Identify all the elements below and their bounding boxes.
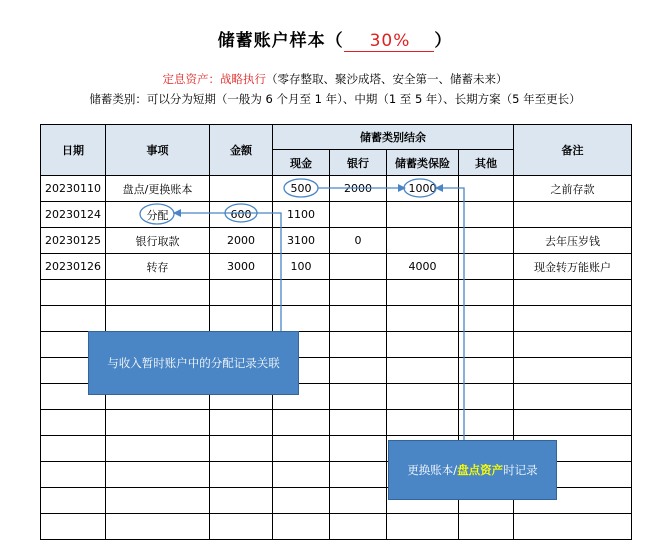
cell-amount: 600	[210, 202, 273, 228]
title-text: 储蓄账户样本（	[217, 31, 344, 51]
empty-cell	[459, 410, 514, 436]
empty-cell	[514, 332, 632, 358]
empty-cell	[330, 462, 387, 488]
empty-row	[41, 306, 632, 332]
empty-cell	[273, 514, 330, 540]
fixed-asset-label: 定息资产：	[162, 72, 220, 86]
empty-cell	[459, 358, 514, 384]
empty-cell	[330, 384, 387, 410]
empty-cell	[514, 410, 632, 436]
empty-cell	[106, 410, 210, 436]
empty-row	[41, 280, 632, 306]
table-row	[41, 228, 632, 254]
cell-note: 现金转万能账户	[514, 254, 632, 280]
savings-percent: 30%	[344, 31, 435, 52]
header-other: 其他	[459, 150, 514, 176]
empty-cell	[387, 280, 459, 306]
empty-cell	[330, 488, 387, 514]
cell-cash: 500	[273, 176, 330, 202]
empty-cell	[106, 462, 210, 488]
cell-other	[459, 228, 514, 254]
cell-other	[459, 254, 514, 280]
empty-cell	[387, 332, 459, 358]
cell-amount: 3000	[210, 254, 273, 280]
cell-item: 银行取款	[106, 228, 210, 254]
cell-item: 转存	[106, 254, 210, 280]
cell-cash: 1100	[273, 202, 330, 228]
fixed-asset-line	[0, 71, 670, 87]
cell-cash: 100	[273, 254, 330, 280]
cell-note: 去年压岁钱	[514, 228, 632, 254]
cell-date: 20230124	[41, 202, 106, 228]
empty-cell	[330, 306, 387, 332]
empty-cell	[210, 488, 273, 514]
empty-cell	[514, 384, 632, 410]
header-amount: 金额	[210, 125, 273, 176]
empty-cell	[330, 514, 387, 540]
empty-cell	[210, 514, 273, 540]
callout-distribution-link: 与收入暂时账户中的分配记录关联	[88, 331, 299, 395]
empty-row	[41, 410, 632, 436]
cell-bank	[330, 202, 387, 228]
empty-cell	[106, 514, 210, 540]
empty-cell	[41, 280, 106, 306]
empty-cell	[210, 436, 273, 462]
empty-cell	[459, 306, 514, 332]
strategy-text: 战略执行	[220, 72, 266, 86]
header-balance-group: 储蓄类别结余	[273, 125, 514, 150]
empty-cell	[514, 514, 632, 540]
empty-cell	[273, 436, 330, 462]
title-close: ）	[434, 31, 453, 51]
empty-rows	[41, 280, 632, 540]
cell-insurance: 1000	[387, 176, 459, 202]
callout-change-highlight: 盘点资产	[457, 463, 504, 477]
cell-insurance: 4000	[387, 254, 459, 280]
empty-cell	[330, 358, 387, 384]
empty-cell	[106, 488, 210, 514]
empty-cell	[459, 280, 514, 306]
cell-insurance	[387, 228, 459, 254]
header-item: 事项	[106, 125, 210, 176]
empty-cell	[387, 514, 459, 540]
empty-cell	[514, 306, 632, 332]
header-cash: 现金	[273, 150, 330, 176]
empty-cell	[210, 410, 273, 436]
empty-cell	[210, 306, 273, 332]
cell-note: 之前存款	[514, 176, 632, 202]
cell-other	[459, 176, 514, 202]
cell-date: 20230125	[41, 228, 106, 254]
cell-item: 分配	[106, 202, 210, 228]
empty-cell	[459, 384, 514, 410]
empty-row	[41, 514, 632, 540]
cell-bank	[330, 254, 387, 280]
empty-cell	[106, 436, 210, 462]
empty-cell	[330, 436, 387, 462]
empty-cell	[210, 462, 273, 488]
cell-note	[514, 202, 632, 228]
empty-cell	[41, 488, 106, 514]
empty-cell	[41, 436, 106, 462]
empty-cell	[106, 280, 210, 306]
empty-cell	[273, 306, 330, 332]
cell-date: 20230110	[41, 176, 106, 202]
empty-cell	[330, 332, 387, 358]
page-title	[0, 26, 670, 52]
empty-cell	[387, 384, 459, 410]
cell-amount: 2000	[210, 228, 273, 254]
cell-other	[459, 202, 514, 228]
table-row	[41, 254, 632, 280]
cell-bank: 0	[330, 228, 387, 254]
empty-cell	[41, 306, 106, 332]
header-bank: 银行	[330, 150, 387, 176]
table-row	[41, 202, 632, 228]
savings-category-line: 储蓄类别：可以分为短期（一般为 6 个月至 1 年）、中期（1 至 5 年）、长期方案（5 年至更长）	[89, 92, 581, 106]
cell-cash: 3100	[273, 228, 330, 254]
empty-cell	[273, 410, 330, 436]
empty-cell	[41, 462, 106, 488]
empty-cell	[387, 306, 459, 332]
empty-cell	[273, 462, 330, 488]
empty-cell	[273, 280, 330, 306]
cell-date: 20230126	[41, 254, 106, 280]
empty-cell	[459, 514, 514, 540]
fixed-asset-desc: （零存整取、聚沙成塔、安全第一、储蓄未来）	[266, 72, 508, 86]
empty-cell	[106, 306, 210, 332]
empty-cell	[514, 358, 632, 384]
cell-insurance	[387, 202, 459, 228]
empty-cell	[459, 332, 514, 358]
cell-item: 盘点/更换账本	[106, 176, 210, 202]
cell-bank: 2000	[330, 176, 387, 202]
header-insurance: 储蓄类保险	[387, 150, 459, 176]
empty-cell	[41, 410, 106, 436]
cell-amount	[210, 176, 273, 202]
header-date: 日期	[41, 125, 106, 176]
empty-cell	[514, 280, 632, 306]
header-note: 备注	[514, 125, 632, 176]
empty-cell	[41, 514, 106, 540]
empty-cell	[273, 488, 330, 514]
empty-cell	[387, 358, 459, 384]
empty-cell	[330, 410, 387, 436]
callout-change-prefix: 更换账本/	[407, 463, 458, 477]
empty-cell	[210, 280, 273, 306]
callout-change-ledger	[388, 440, 557, 500]
callout-change-suffix: 时记录	[503, 463, 538, 477]
empty-cell	[330, 280, 387, 306]
empty-cell	[387, 410, 459, 436]
table-row	[41, 176, 632, 202]
